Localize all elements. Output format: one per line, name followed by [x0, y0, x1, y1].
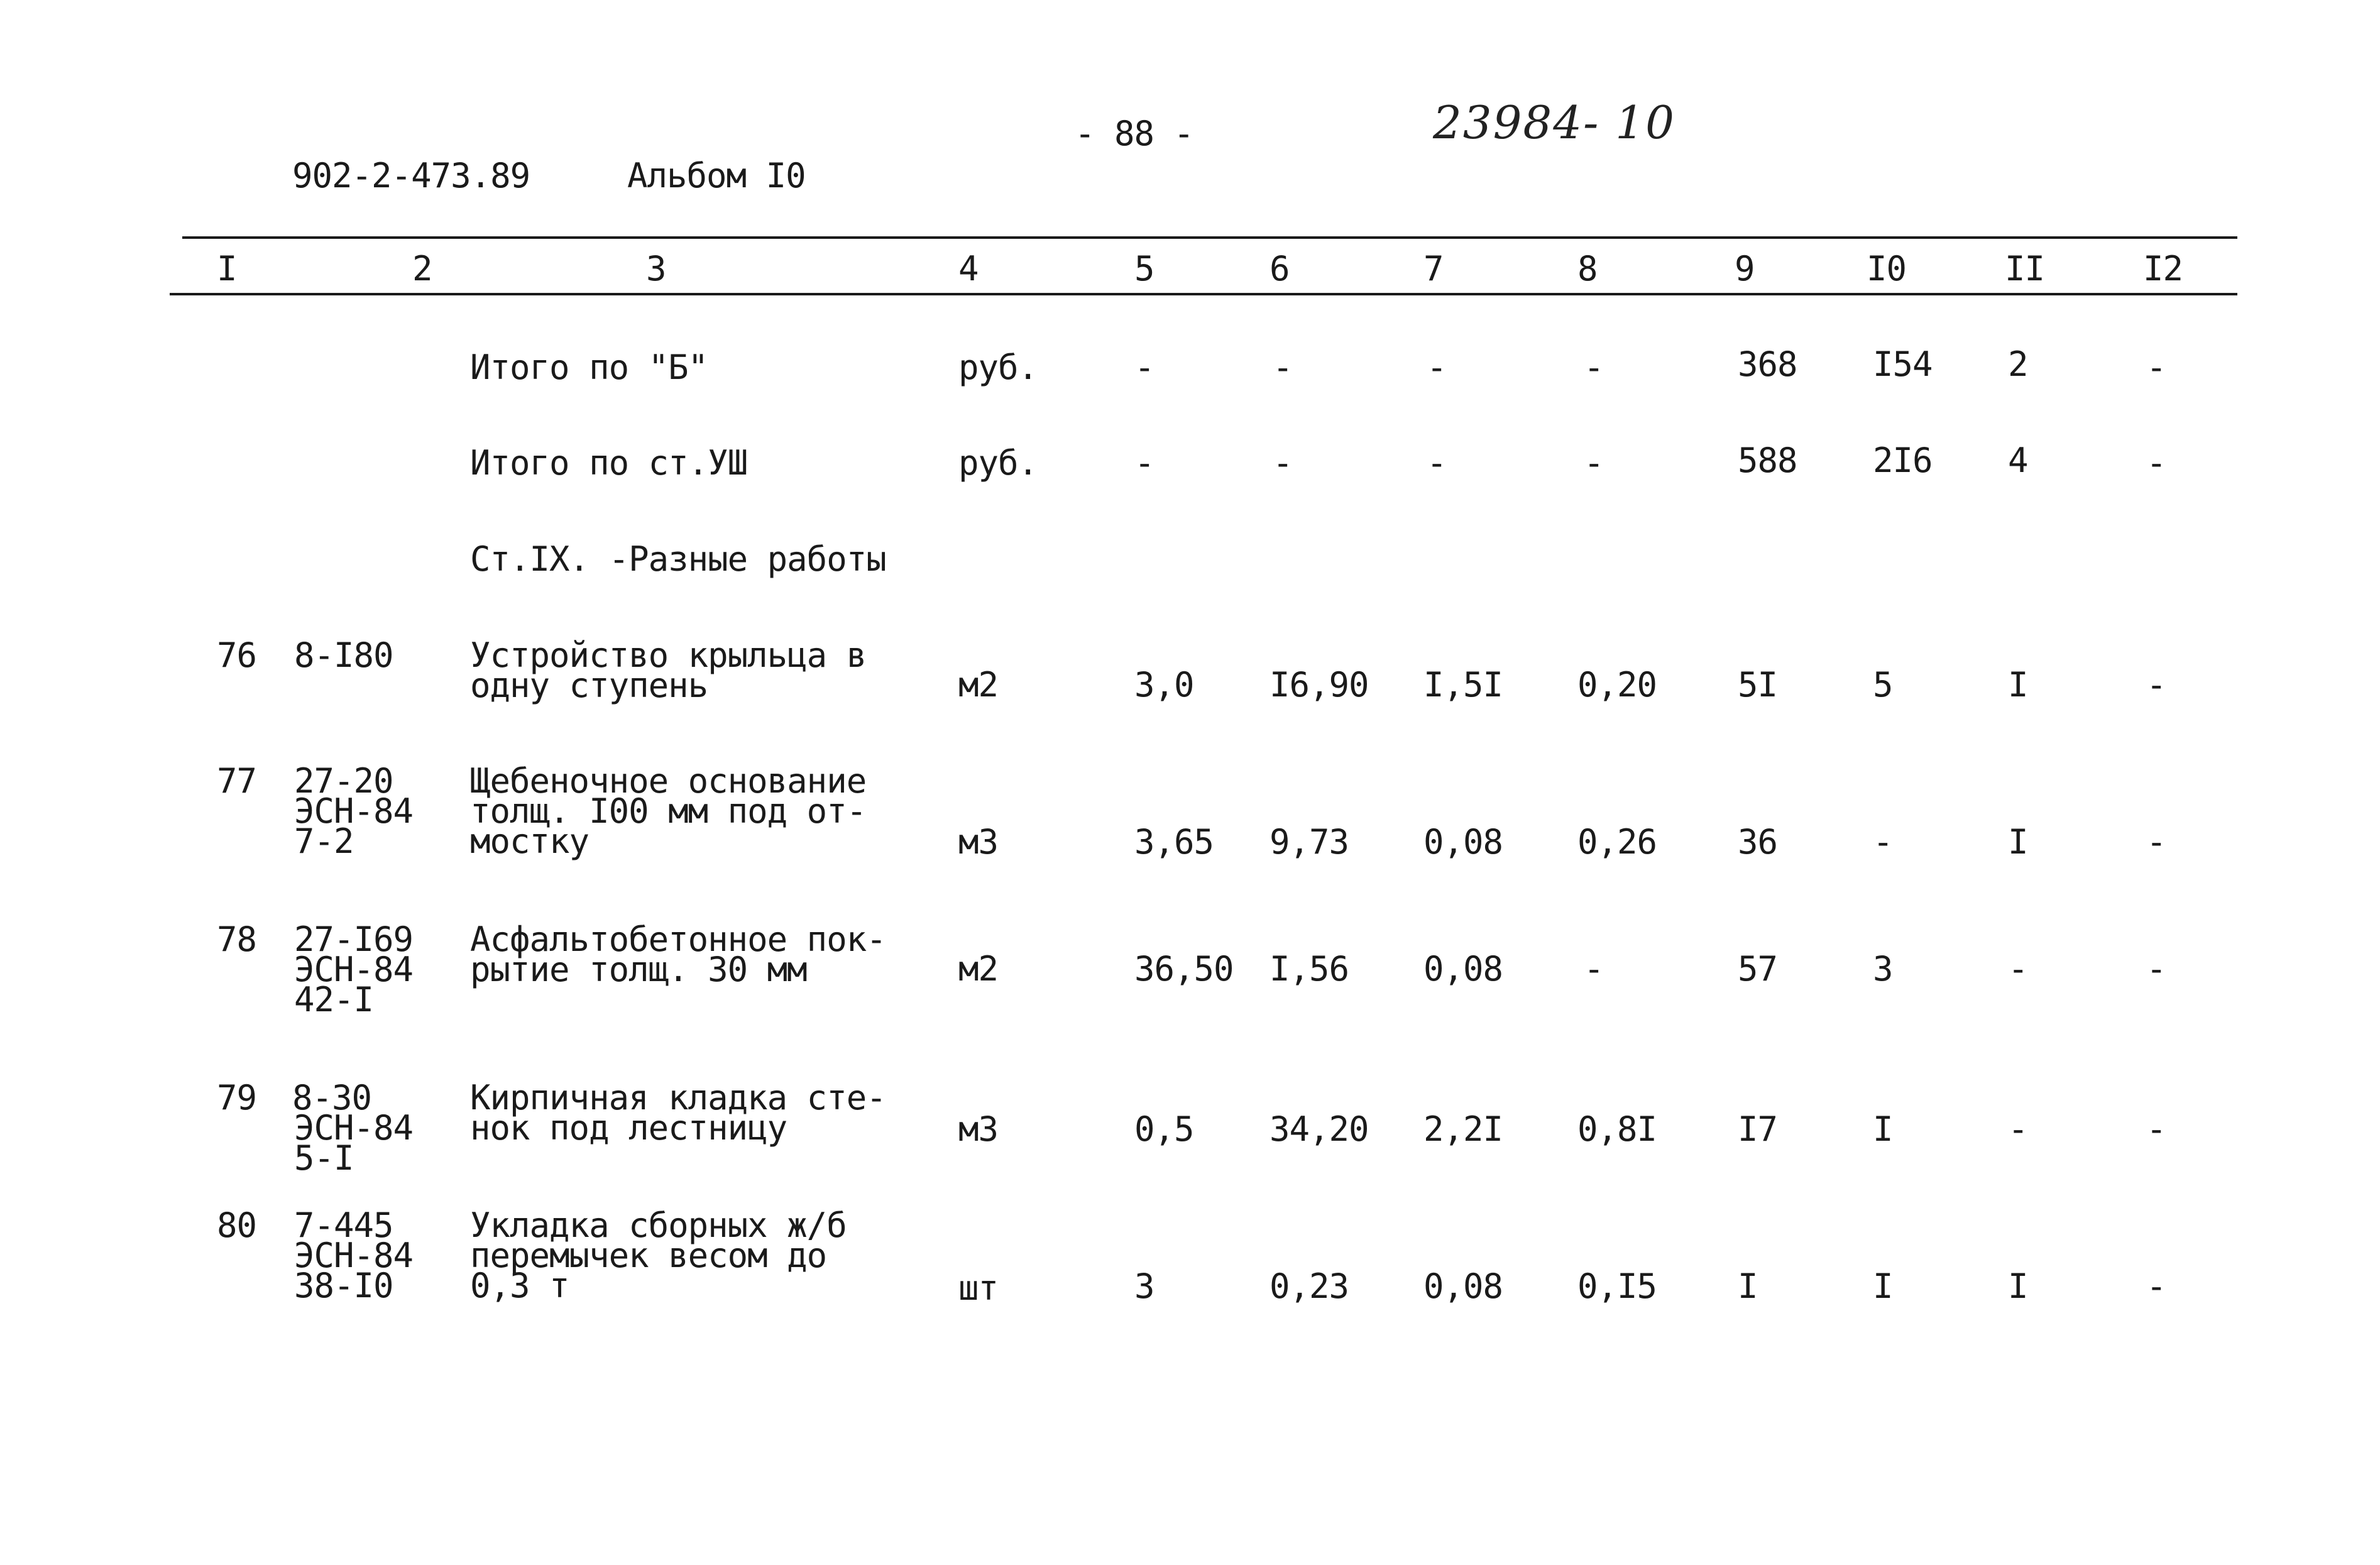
row-code-line: 8-I80	[294, 635, 393, 675]
summary-row-c8: -	[1584, 348, 1604, 387]
row-c5: 3,0	[1134, 665, 1194, 705]
column-header-5: 5	[1134, 249, 1154, 288]
row-unit: шт	[958, 1268, 999, 1308]
column-header-1: I	[217, 249, 237, 288]
row-name-line: мостку	[470, 821, 590, 861]
summary-row-c6: -	[1273, 443, 1293, 483]
row-c12: -	[2146, 822, 2166, 862]
row-c11: -	[2008, 1109, 2028, 1149]
summary-row-c9: 368	[1738, 344, 1797, 384]
summary-row-unit: руб.	[958, 348, 1038, 387]
row-c12: -	[2146, 1266, 2166, 1306]
summary-row-c9: 588	[1738, 441, 1797, 480]
section-title: Ст.IX. -Разные работы	[470, 539, 886, 579]
handwritten-note: 23984- 10	[1433, 96, 1675, 149]
row-name-line: Асфальтобетонное пок-	[470, 920, 886, 959]
row-code-line: 38-I0	[294, 1266, 393, 1305]
row-code-line: ЭСН-84	[294, 950, 414, 989]
row-name-line: Укладка сборных ж/б	[470, 1205, 847, 1245]
row-c5: 36,50	[1134, 949, 1234, 989]
summary-row-c5: -	[1134, 348, 1154, 387]
row-c9: 57	[1738, 949, 1778, 989]
summary-row-c7: -	[1427, 443, 1447, 483]
row-c7: 0,08	[1423, 1266, 1503, 1306]
column-header-9: 9	[1735, 249, 1755, 288]
row-c8: 0,I5	[1577, 1266, 1657, 1306]
row-code-line: 7-445	[294, 1205, 393, 1245]
row-c12: -	[2146, 1109, 2166, 1149]
summary-row-name: Итого по ст.УШ	[470, 443, 748, 483]
row-unit: м3	[958, 1109, 999, 1149]
row-c12: -	[2146, 665, 2166, 705]
column-header-6: 6	[1270, 249, 1290, 288]
column-header-3: 3	[646, 249, 666, 288]
column-header-2: 2	[412, 249, 432, 288]
summary-row-c11: 2	[2008, 344, 2028, 384]
summary-row-c6: -	[1273, 348, 1293, 387]
row-unit: м2	[958, 949, 999, 989]
summary-row-c7: -	[1427, 348, 1447, 387]
summary-row-c10: I54	[1873, 344, 1933, 384]
row-unit: м3	[958, 822, 999, 862]
column-header-4: 4	[958, 249, 979, 288]
column-header-7: 7	[1423, 249, 1444, 288]
row-code-line: 7-2	[294, 821, 354, 861]
row-c6: 0,23	[1270, 1266, 1349, 1306]
row-code-line: 42-I	[294, 980, 374, 1019]
row-c10: I	[1873, 1109, 1893, 1149]
summary-row-unit: руб.	[958, 443, 1038, 483]
table-header-rule	[170, 293, 2237, 295]
summary-row-c5: -	[1134, 443, 1154, 483]
row-c5: 3	[1134, 1266, 1154, 1306]
row-c12: -	[2146, 949, 2166, 989]
row-c6: I6,90	[1270, 665, 1369, 705]
row-c11: I	[2008, 665, 2028, 705]
summary-row-c12: -	[2146, 443, 2166, 483]
column-header-8: 8	[1577, 249, 1598, 288]
row-name-line: рытие толщ. 30 мм	[470, 950, 807, 989]
row-name-line: Устройство крыльца в	[470, 635, 867, 675]
row-c6: 34,20	[1270, 1109, 1369, 1149]
row-code-line: 5-I	[294, 1138, 354, 1178]
row-c6: 9,73	[1270, 822, 1349, 862]
row-code-line: ЭСН-84	[294, 791, 414, 831]
document-code: 902-2-473.89	[292, 156, 530, 195]
row-c9: 5I	[1738, 665, 1778, 705]
row-c8: 0,26	[1577, 822, 1657, 862]
row-c11: I	[2008, 822, 2028, 862]
row-unit: м2	[958, 665, 999, 705]
row-c7: I,5I	[1423, 665, 1503, 705]
row-number: 80	[217, 1205, 257, 1245]
row-code-line: 8-30	[292, 1078, 372, 1117]
summary-row-name: Итого по "Б"	[470, 348, 708, 387]
row-name-line: перемычек весом до	[470, 1236, 827, 1275]
summary-row-c11: 4	[2008, 441, 2028, 480]
row-c10: 5	[1873, 665, 1893, 705]
summary-row-c12: -	[2146, 348, 2166, 387]
album-label: Альбом I0	[627, 156, 806, 195]
column-header-12: I2	[2143, 249, 2183, 288]
row-number: 76	[217, 635, 257, 675]
row-c5: 3,65	[1134, 822, 1214, 862]
row-c10: I	[1873, 1266, 1893, 1306]
column-header-11: II	[2005, 249, 2045, 288]
row-name-line: 0,3 т	[470, 1266, 569, 1305]
row-c10: 3	[1873, 949, 1893, 989]
row-c9: I	[1738, 1266, 1758, 1306]
column-header-10: I0	[1867, 249, 1907, 288]
row-c9: I7	[1738, 1109, 1778, 1149]
row-c9: 36	[1738, 822, 1778, 862]
row-number: 77	[217, 761, 257, 801]
row-c8: 0,20	[1577, 665, 1657, 705]
row-code-line: ЭСН-84	[294, 1108, 414, 1148]
page-number: - 88 -	[1075, 114, 1194, 153]
row-number: 79	[217, 1078, 257, 1117]
row-code-line: 27-20	[294, 761, 393, 801]
row-c7: 0,08	[1423, 822, 1503, 862]
row-name-line: нок под лестницу	[470, 1108, 787, 1148]
row-c8: -	[1584, 949, 1604, 989]
row-c7: 2,2I	[1423, 1109, 1503, 1149]
row-c6: I,56	[1270, 949, 1349, 989]
row-number: 78	[217, 920, 257, 959]
row-name-line: Кирпичная кладка сте-	[470, 1078, 886, 1117]
row-c7: 0,08	[1423, 949, 1503, 989]
row-name-line: толщ. I00 мм под от-	[470, 791, 867, 831]
row-c8: 0,8I	[1577, 1109, 1657, 1149]
row-c11: I	[2008, 1266, 2028, 1306]
summary-row-c8: -	[1584, 443, 1604, 483]
row-code-line: ЭСН-84	[294, 1236, 414, 1275]
row-c11: -	[2008, 949, 2028, 989]
row-name-line: одну ступень	[470, 666, 708, 705]
row-c10: -	[1873, 822, 1893, 862]
row-name-line: Щебеночное основание	[470, 761, 867, 801]
summary-row-c10: 2I6	[1873, 441, 1933, 480]
table-top-rule	[182, 236, 2237, 239]
row-code-line: 27-I69	[294, 920, 414, 959]
row-c5: 0,5	[1134, 1109, 1194, 1149]
